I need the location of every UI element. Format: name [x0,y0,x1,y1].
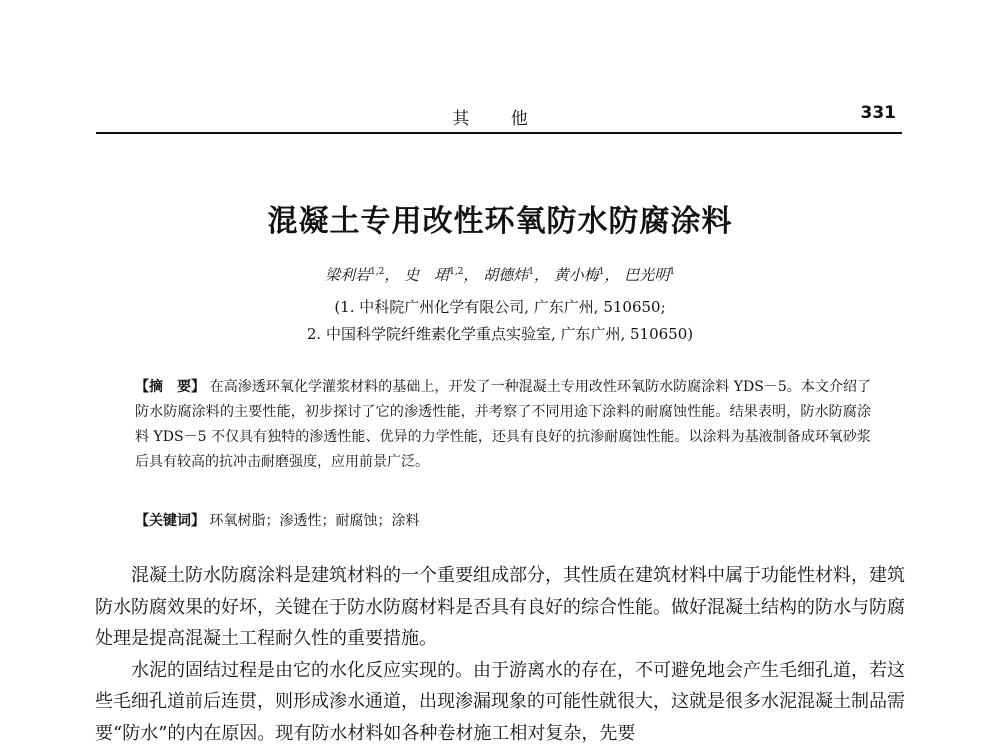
affiliation-1: (1. 中科院广州化学有限公司, 广东广州, 510650; [0,296,1000,317]
keywords-label: 【关键词】 [135,513,205,529]
article-title: 混凝土专用改性环氧防水防腐涂料 [0,196,1000,240]
abstract-text: 在高渗透环氧化学灌浆材料的基础上，开发了一种混凝土专用改性环氧防水防腐涂料 YDS－5。本文介绍了防水防腐涂料的主要性能，初步探讨了它的渗透性能，并考察了不同用途下涂料的耐腐蚀性能。结果表明，防水防腐涂料 YDS－5 不仅具有独特的渗透性能、优异的力学性能，还具有良好的抗渗耐腐蚀性能。以涂料为基液制备成环氧砂浆后具有较高的抗冲击耐磨强度，应用前景广泛。 [135,379,871,470]
body-paragraph: 混凝土防水防腐涂料是建筑材料的一个重要组成部分，其性质在建筑材料中属于功能性材料，建筑防水防腐效果的好坏，关键在于防水防腐材料是否具有良好的综合性能。做好混凝土结构的防水与防腐处理是提高混凝土工程耐久性的重要措施。 [95,560,905,655]
author-affiliation-mark: 1,2 [449,267,463,277]
abstract-label: 【摘 要】 [135,379,205,395]
author-name: 史 珺 [404,266,449,284]
author-name: 巴光明 [624,266,669,284]
keywords [135,509,871,534]
author-affiliation-mark: 1 [669,267,675,277]
abstract [135,375,871,475]
author-affiliation-mark: 1,2 [370,267,384,277]
body-text [95,560,905,749]
section-name: 其 他 [96,104,902,129]
author-name: 胡德炜 [483,266,528,284]
page-number: 331 [861,103,897,123]
affiliation-2: 2. 中国科学院纤维素化学重点实验室, 广东广州, 510650) [0,323,1000,344]
author-list: 梁利岩$^{1,2}$， 史 珺$^{1,2}$， 胡德炜$^1$， 黄小梅$^1$， 巴光明$^1$ [0,264,1000,285]
running-header [96,102,902,134]
author-name: 梁利岩 [325,266,370,284]
body-paragraph: 水泥的固结过程是由它的水化反应实现的。由于游离水的存在，不可避免地会产生毛细孔道，若这些毛细孔道前后连贯，则形成渗水通道，出现渗漏现象的可能性就很大，这就是很多水泥混凝土制品需要“防水”的内在原因。现有防水材料如各种卷材施工相对复杂，先要 [95,655,905,749]
author-affiliation-mark: 1 [528,267,534,277]
author-affiliation-mark: 1 [599,267,605,277]
keywords-text: 环氧树脂；渗透性；耐腐蚀；涂料 [209,513,419,529]
author-name: 黄小梅 [554,266,599,284]
